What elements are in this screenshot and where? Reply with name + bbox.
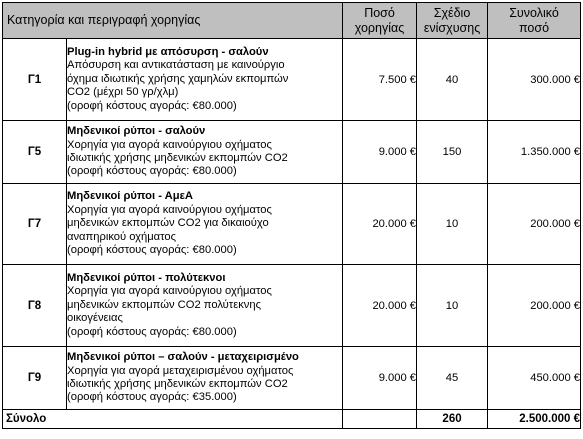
- header-amount-line1: Ποσό: [364, 5, 395, 20]
- header-plan: [417, 3, 488, 39]
- grant-amount: 20.000 €: [343, 184, 417, 265]
- category-code: Γ5: [3, 121, 67, 184]
- header-total: [488, 3, 581, 39]
- description-line: (οροφή κόστους αγοράς: €35.000): [67, 391, 237, 404]
- plan-count: 40: [417, 39, 488, 121]
- total-amount-empty: [343, 410, 417, 429]
- category-code: Γ1: [3, 39, 67, 121]
- category-description: [67, 265, 343, 347]
- description-line: ιδιωτικής χρήσης μηδενικών εκπομπών CO2: [67, 378, 288, 390]
- description-line: CO2 (μέχρι 50 γρ/χλμ): [67, 86, 179, 99]
- description-line: ιδιωτικής χρήσης μηδενικών εκπομπών CO2: [67, 152, 288, 164]
- table-row: [3, 265, 581, 347]
- description-line: Χορηγία για αγορά καινούργιου οχήματος: [67, 138, 272, 151]
- grant-amount: 7.500 €: [343, 39, 417, 121]
- description-line: όχημα ιδιωτικής χρήσης χαμηλών εκπομπών: [67, 72, 289, 85]
- description-line: Χορηγία για αγορά μεταχειρισμένου οχήματος: [67, 364, 294, 377]
- header-row: [3, 3, 581, 39]
- plan-count: 10: [417, 265, 488, 347]
- table-row: [3, 347, 581, 410]
- category-description: [67, 121, 343, 184]
- header-amount: [343, 3, 417, 39]
- table-row: [3, 121, 581, 184]
- grant-amount: 9.000 €: [343, 347, 417, 410]
- grant-amount: 9.000 €: [343, 121, 417, 184]
- total-amount: 200.000 €: [488, 265, 581, 347]
- category-code: Γ8: [3, 265, 67, 347]
- total-plan: 260: [417, 410, 488, 429]
- plan-count: 150: [417, 121, 488, 184]
- total-amount: 200.000 €: [488, 184, 581, 265]
- description-line: (οροφή κόστους αγοράς: €80.000): [67, 244, 237, 257]
- total-amount: 300.000 €: [488, 39, 581, 121]
- description-line: Χορηγία για αγορά καινούργιου οχήματος: [67, 203, 272, 216]
- table-row: [3, 184, 581, 265]
- header-total-line1: Συνολικό: [509, 5, 559, 20]
- category-code: Γ7: [3, 184, 67, 265]
- category-title: Μηδενικοί ρύποι - πολύτεκνοι: [67, 271, 226, 284]
- plan-count: 45: [417, 347, 488, 410]
- category-title: Plug-in hybrid με απόσυρση - σαλούν: [67, 45, 269, 58]
- description-line: μηδενικών εκπομπών CO2 για δικαιούχο: [67, 217, 269, 230]
- category-title: Μηδενικοί ρύποι - ΑμεΑ: [67, 190, 193, 203]
- category-code: Γ9: [3, 347, 67, 410]
- category-description: [67, 184, 343, 265]
- description-line: (οροφή κόστους αγοράς: €80.000): [67, 99, 237, 112]
- description-line: μηδενικών εκπομπών CO2 πολύτεκνης: [67, 298, 261, 311]
- header-plan-line1: Σχέδιο: [433, 5, 471, 20]
- total-amount: 450.000 €: [488, 347, 581, 410]
- total-row: [3, 410, 581, 429]
- plan-count: 10: [417, 184, 488, 265]
- category-title: Μηδενικοί ρύποι – σαλούν - μεταχειρισμένο: [67, 351, 299, 364]
- description-line: (οροφή κόστους αγοράς: €80.000): [67, 325, 237, 338]
- header-amount-line2: χορηγίας: [354, 20, 405, 35]
- category-description: [67, 39, 343, 121]
- category-title: Μηδενικοί ρύποι - σαλούν: [67, 125, 206, 138]
- description-line: Χορηγία για αγορά καινούργιου οχήματος: [67, 285, 272, 298]
- table-row: [3, 39, 581, 121]
- description-line: Απόσυρση και αντικατάσταση με καινούργιο: [67, 59, 285, 72]
- grand-total: 2.500.000 €: [488, 410, 581, 429]
- header-total-line2: ποσό: [518, 20, 550, 35]
- total-amount: 1.350.000 €: [488, 121, 581, 184]
- description-line: αναπηρικού οχήματος: [67, 230, 177, 243]
- total-label: Σύνολο: [3, 410, 343, 429]
- grants-table: [2, 2, 581, 429]
- description-line: οικογένειας: [67, 312, 123, 325]
- header-category: Κατηγορία και περιγραφή χορηγίας: [3, 3, 343, 39]
- grant-amount: 20.000 €: [343, 265, 417, 347]
- category-description: [67, 347, 343, 410]
- header-plan-line2: ενίσχυσης: [423, 20, 481, 35]
- description-line: (οροφή κόστους αγοράς: €80.000): [67, 165, 237, 178]
